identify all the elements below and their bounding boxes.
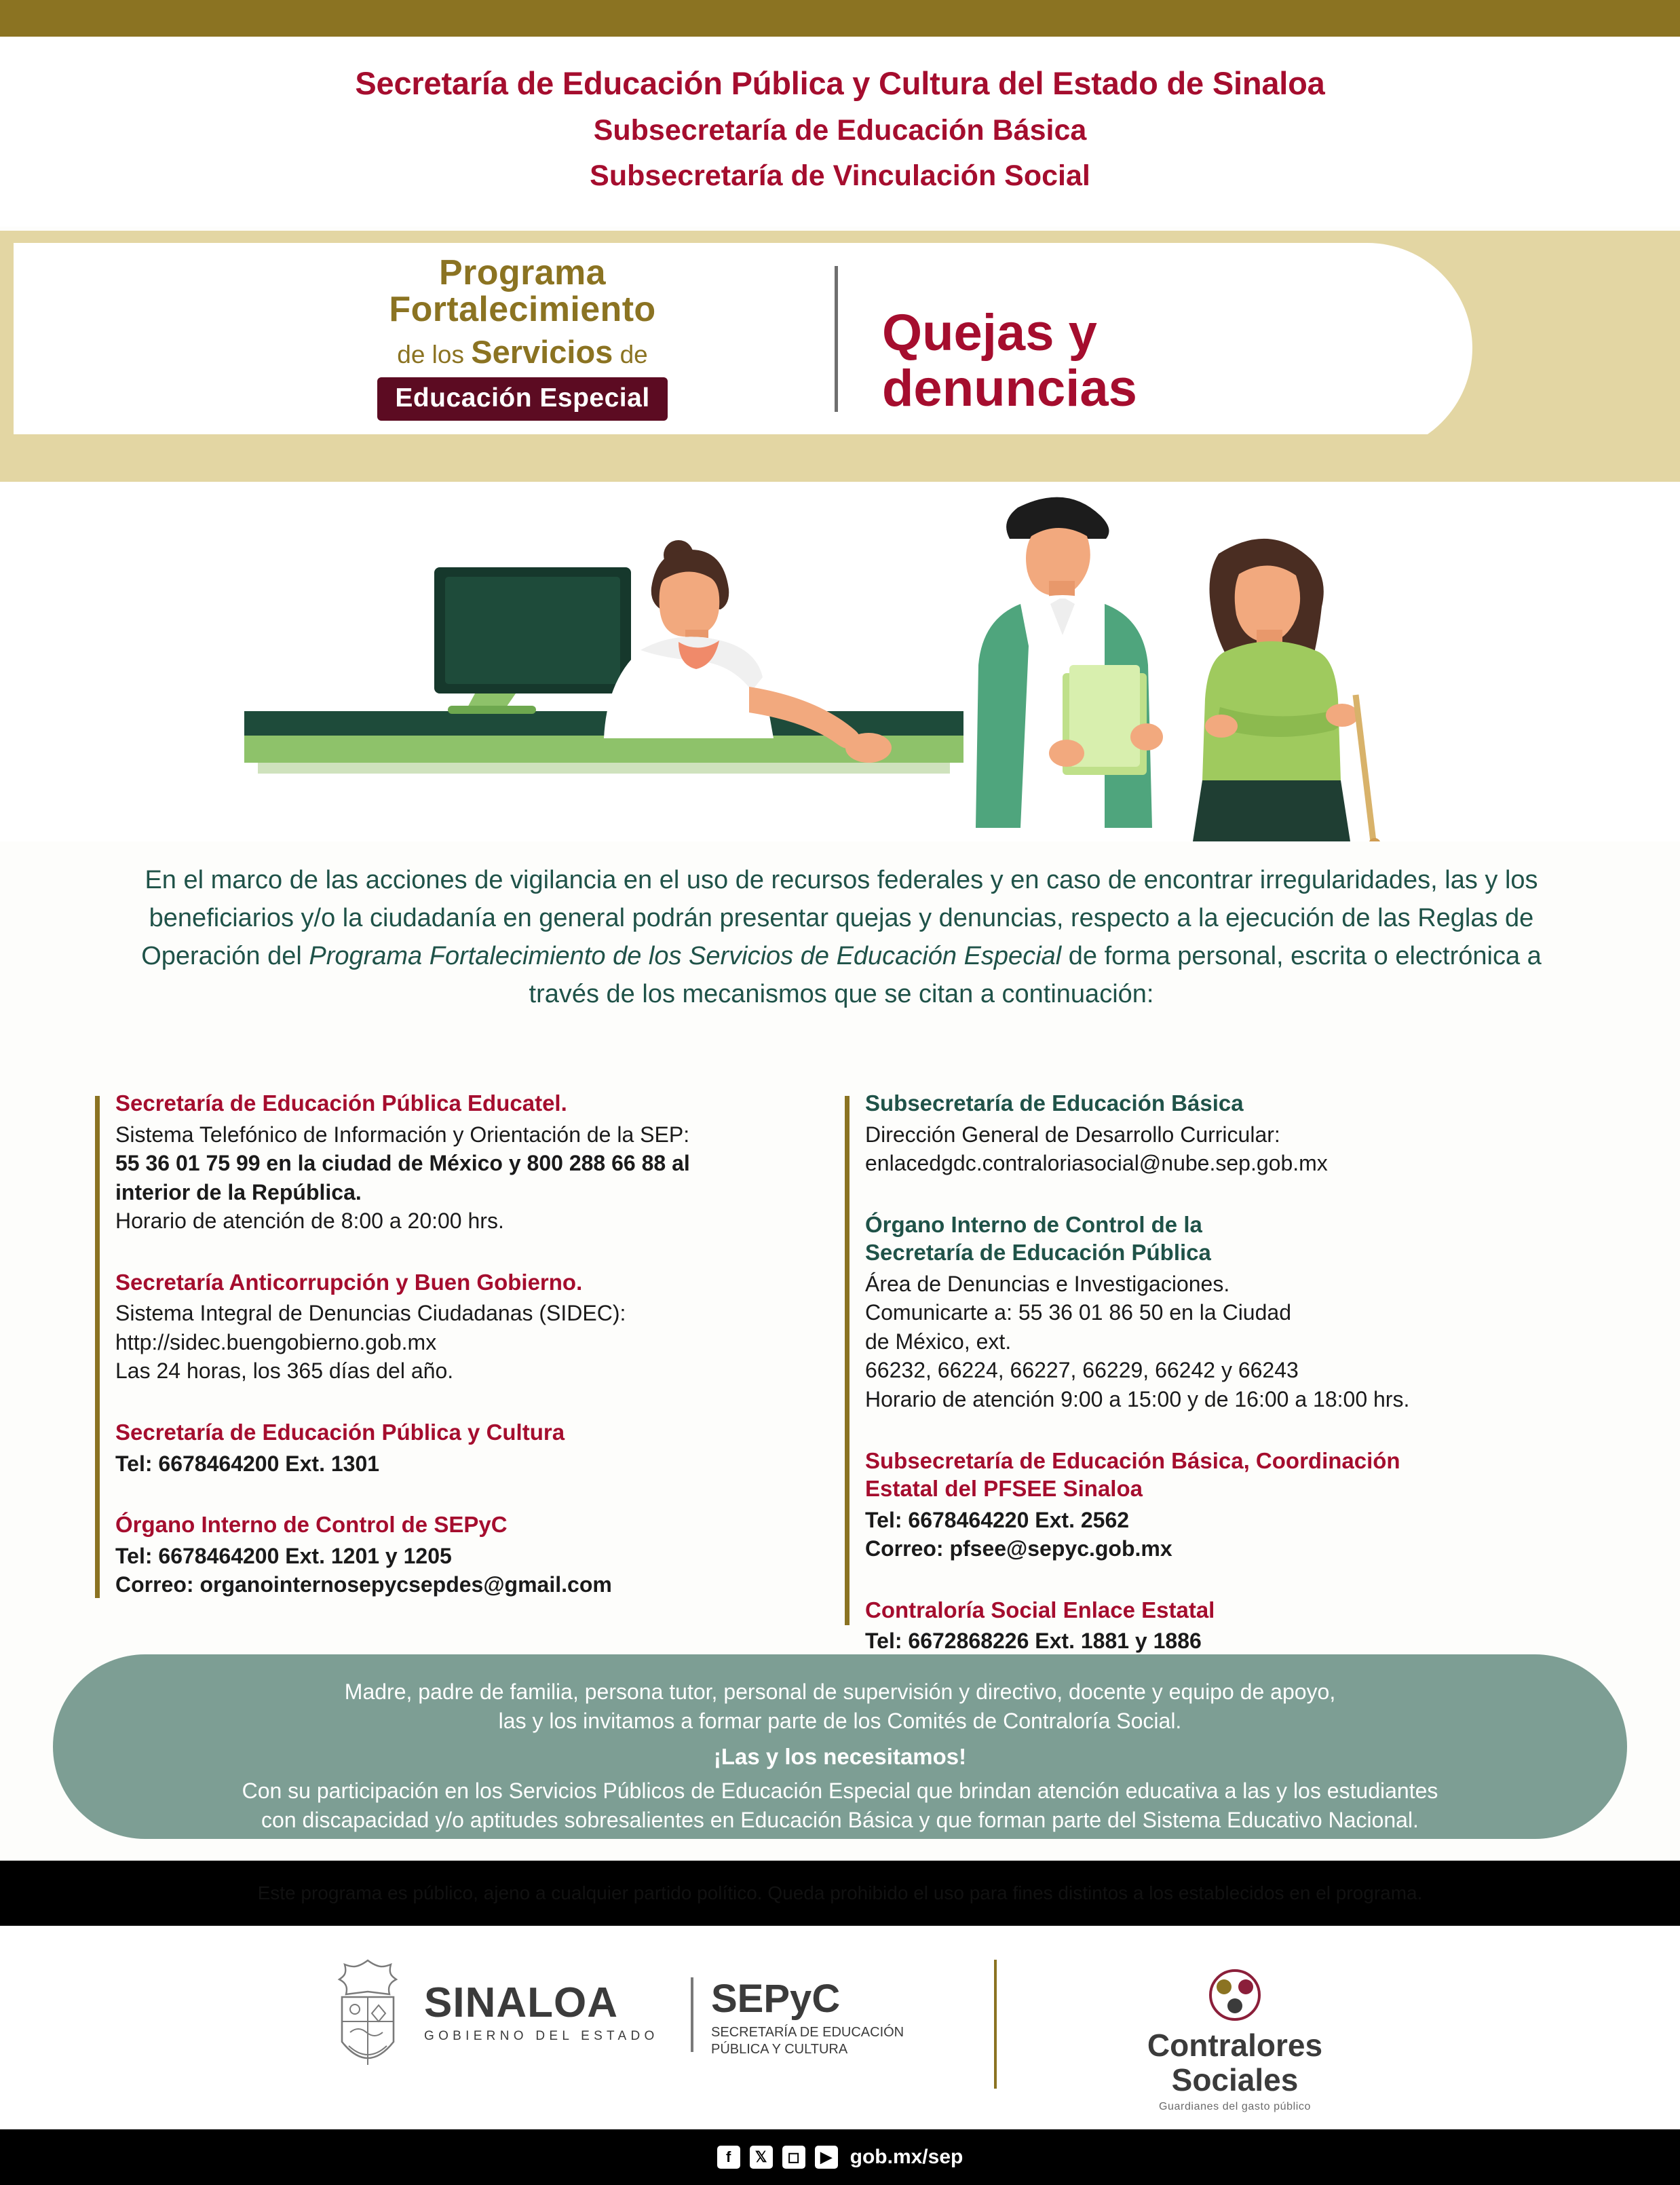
intro-part-1: En el marco de las acciones de vigilancia en el uso de recursos federales y en caso de encontrar irregularidades, las y los beneficiarios y/o la ciudadanía en general podrán presentar quejas y denuncias, respecto a la ejecución de las Reglas de Operación del: [141, 866, 1538, 970]
header-line-2: Subsecretaría de Educación Básica: [593, 114, 1087, 147]
contralores-sociales-logo: [1079, 1966, 1391, 2113]
sinaloa-subtitle: GOBIERNO DEL ESTADO: [424, 2029, 659, 2043]
cta-line-3: Con su participación en los Servicios Públicos de Educación Especial que brindan atención educativa a las y los estudiantes con discapacidad y/o aptitudes sobresalientes en Educación Básica y que forman parte del Sistema Educativo Nacional.: [242, 1779, 1438, 1832]
header-line-1: Secretaría de Educación Pública y Cultura del Estado de Sinaloa: [355, 65, 1325, 101]
right-column-rule: [845, 1096, 849, 1625]
contact-block: [865, 1211, 1584, 1414]
contact-block-line: Tel: 6672868226 Ext. 1881 y 1886: [865, 1629, 1202, 1654]
top-gold-bar: [0, 0, 1680, 37]
left-column-rule: [95, 1096, 100, 1598]
page-title: [0, 62, 1680, 195]
contact-block-title: Secretaría Anticorrupción y Buen Gobierno.: [115, 1269, 583, 1295]
contact-block-title: Subsecretaría de Educación Básica, Coordinación Estatal del PFSEE Sinaloa: [865, 1447, 1400, 1502]
illustration-service-desk: [0, 434, 1680, 841]
contact-block-title: Contraloría Social Enlace Estatal: [865, 1597, 1215, 1622]
contact-block-title: Secretaría de Educación Pública Educatel.: [115, 1090, 567, 1116]
contralores-emblem-icon: [1187, 1966, 1282, 2025]
program-word-programa: Programa: [439, 253, 606, 292]
contact-block: [115, 1418, 821, 1478]
youtube-icon[interactable]: ▶: [815, 2146, 838, 2169]
sepyc-wordmark: [711, 1976, 904, 2058]
contact-block-line: Horario de atención de 8:00 a 20:00 hrs.: [115, 1209, 504, 1234]
contact-block-line: Sistema Integral de Denuncias Ciudadanas (SIDEC):: [115, 1301, 626, 1326]
program-pill-educacion-especial: Educación Especial: [377, 377, 667, 421]
social-bar: [0, 2129, 1680, 2185]
program-servicios-strong: Servicios: [471, 334, 613, 370]
gobmx-link[interactable]: gob.mx/sep: [849, 2146, 963, 2168]
contact-block: [115, 1510, 821, 1599]
facebook-icon[interactable]: f: [717, 2146, 740, 2169]
sinaloa-name: SINALOA: [424, 1979, 618, 2026]
contact-columns: [0, 1089, 1680, 1652]
banner-title-line-2: denuncias: [882, 360, 1137, 418]
program-word-fortalecimiento: Fortalecimiento: [389, 290, 656, 330]
contact-block-line: Tel: 6678464200 Ext. 1201 y 1205: [115, 1543, 452, 1568]
contact-block-line: Área de Denuncias e Investigaciones.: [865, 1271, 1230, 1296]
program-servicios-pre: de los: [397, 341, 472, 369]
legal-strip-text: Este programa es público, ajeno a cualquier partido político. Queda prohibido el uso para fines distintos a los establecidos en el programa.: [257, 1882, 1423, 1903]
banner-title-line-1: Quejas y: [882, 304, 1097, 362]
instagram-icon[interactable]: ◻: [782, 2146, 805, 2169]
contralores-line-2: Sociales: [1171, 2062, 1299, 2097]
contact-block-line: Las 24 horas, los 365 días del año.: [115, 1358, 454, 1384]
contact-block-title: Órgano Interno de Control de SEPyC: [115, 1512, 508, 1538]
legal-strip: [0, 1861, 1680, 1926]
contact-block-line: http://sidec.buengobierno.gob.mx: [115, 1329, 437, 1354]
footer-divider-2: [994, 1960, 997, 2089]
contact-block-line: 66232, 66224, 66227, 66229, 66242 y 66243: [865, 1358, 1299, 1383]
contact-column-right: [865, 1089, 1584, 1717]
contact-block-title: Órgano Interno de Control de la Secretaría de Educación Pública: [865, 1211, 1211, 1266]
intro-paragraph: [115, 862, 1567, 1013]
contact-block-line: Correo: pfsee@sepyc.gob.mx: [865, 1536, 1172, 1561]
intro-part-2: de forma personal, escrita o electrónica a través de los mecanismos que se citan a continuación:: [529, 941, 1542, 1008]
cta-highlight: ¡Las y los necesitamos!: [713, 1744, 967, 1770]
contact-block-line: Comunicarte a: 55 36 01 86 50 en la Ciudad: [865, 1300, 1291, 1325]
x-twitter-icon[interactable]: 𝕏: [750, 2146, 773, 2169]
sepyc-name: SEPyC: [711, 1977, 841, 2021]
contact-block: [865, 1089, 1584, 1178]
banner-title: [882, 305, 1371, 417]
intro-italic-program: Programa Fortalecimiento de los Servicios de Educación Especial: [309, 941, 1062, 970]
program-servicios-post: de: [613, 341, 648, 369]
contact-column-left: [115, 1089, 821, 1632]
contact-block: [115, 1089, 821, 1236]
footer-divider-1: [691, 1977, 693, 2052]
contact-block-line: Horario de atención 9:00 a 15:00 y de 16:00 a 18:00 hrs.: [865, 1387, 1410, 1412]
sinaloa-crest-icon: [326, 1956, 411, 2085]
contralores-line-1: Contralores: [1147, 2028, 1323, 2063]
contralores-subtitle: Guardianes del gasto público: [1158, 2101, 1312, 2113]
contact-block-line: Tel: 6678464220 Ext. 2562: [865, 1507, 1130, 1532]
contact-block-line: Correo: organointernosepycsepdes@gmail.com: [115, 1572, 612, 1597]
call-to-action-band: [53, 1654, 1627, 1839]
cta-line-1: Madre, padre de familia, persona tutor, personal de supervisión y directivo, docente y equipo de apoyo, las y los invitamos a formar parte de los Comités de Contraloría Social.: [344, 1679, 1336, 1734]
program-logo: [285, 254, 760, 421]
contact-block-line: enlacedgdc.contraloriasocial@nube.sep.gob.mx: [865, 1151, 1328, 1176]
contact-block: [865, 1447, 1584, 1563]
contact-block-title: Secretaría de Educación Pública y Cultura: [115, 1419, 565, 1445]
sinaloa-wordmark: [424, 1979, 659, 2044]
contact-block: [115, 1268, 821, 1386]
contact-block-line: Dirección General de Desarrollo Curricular:: [865, 1122, 1280, 1147]
contact-block-line: Sistema Telefónico de Información y Orientación de la SEP:: [115, 1122, 690, 1147]
header-line-3: Subsecretaría de Vinculación Social: [590, 159, 1090, 192]
social-icons: [717, 2146, 838, 2169]
program-line-servicios: [285, 333, 760, 370]
banner-divider: [835, 266, 838, 412]
contact-block-line: 55 36 01 75 99 en la ciudad de México y 800 288 66 88 al: [115, 1151, 690, 1176]
contact-block-line: Tel: 6678464200 Ext. 1301: [115, 1451, 380, 1476]
footer-logos: [0, 1926, 1680, 2129]
contact-block-line: de México, ext.: [865, 1329, 1012, 1354]
contact-block-line: interior de la República.: [115, 1179, 362, 1204]
contact-block-title: Subsecretaría de Educación Básica: [865, 1090, 1244, 1116]
sepyc-subtitle: SECRETARÍA DE EDUCACIÓN PÚBLICA Y CULTURA: [711, 2025, 904, 2057]
